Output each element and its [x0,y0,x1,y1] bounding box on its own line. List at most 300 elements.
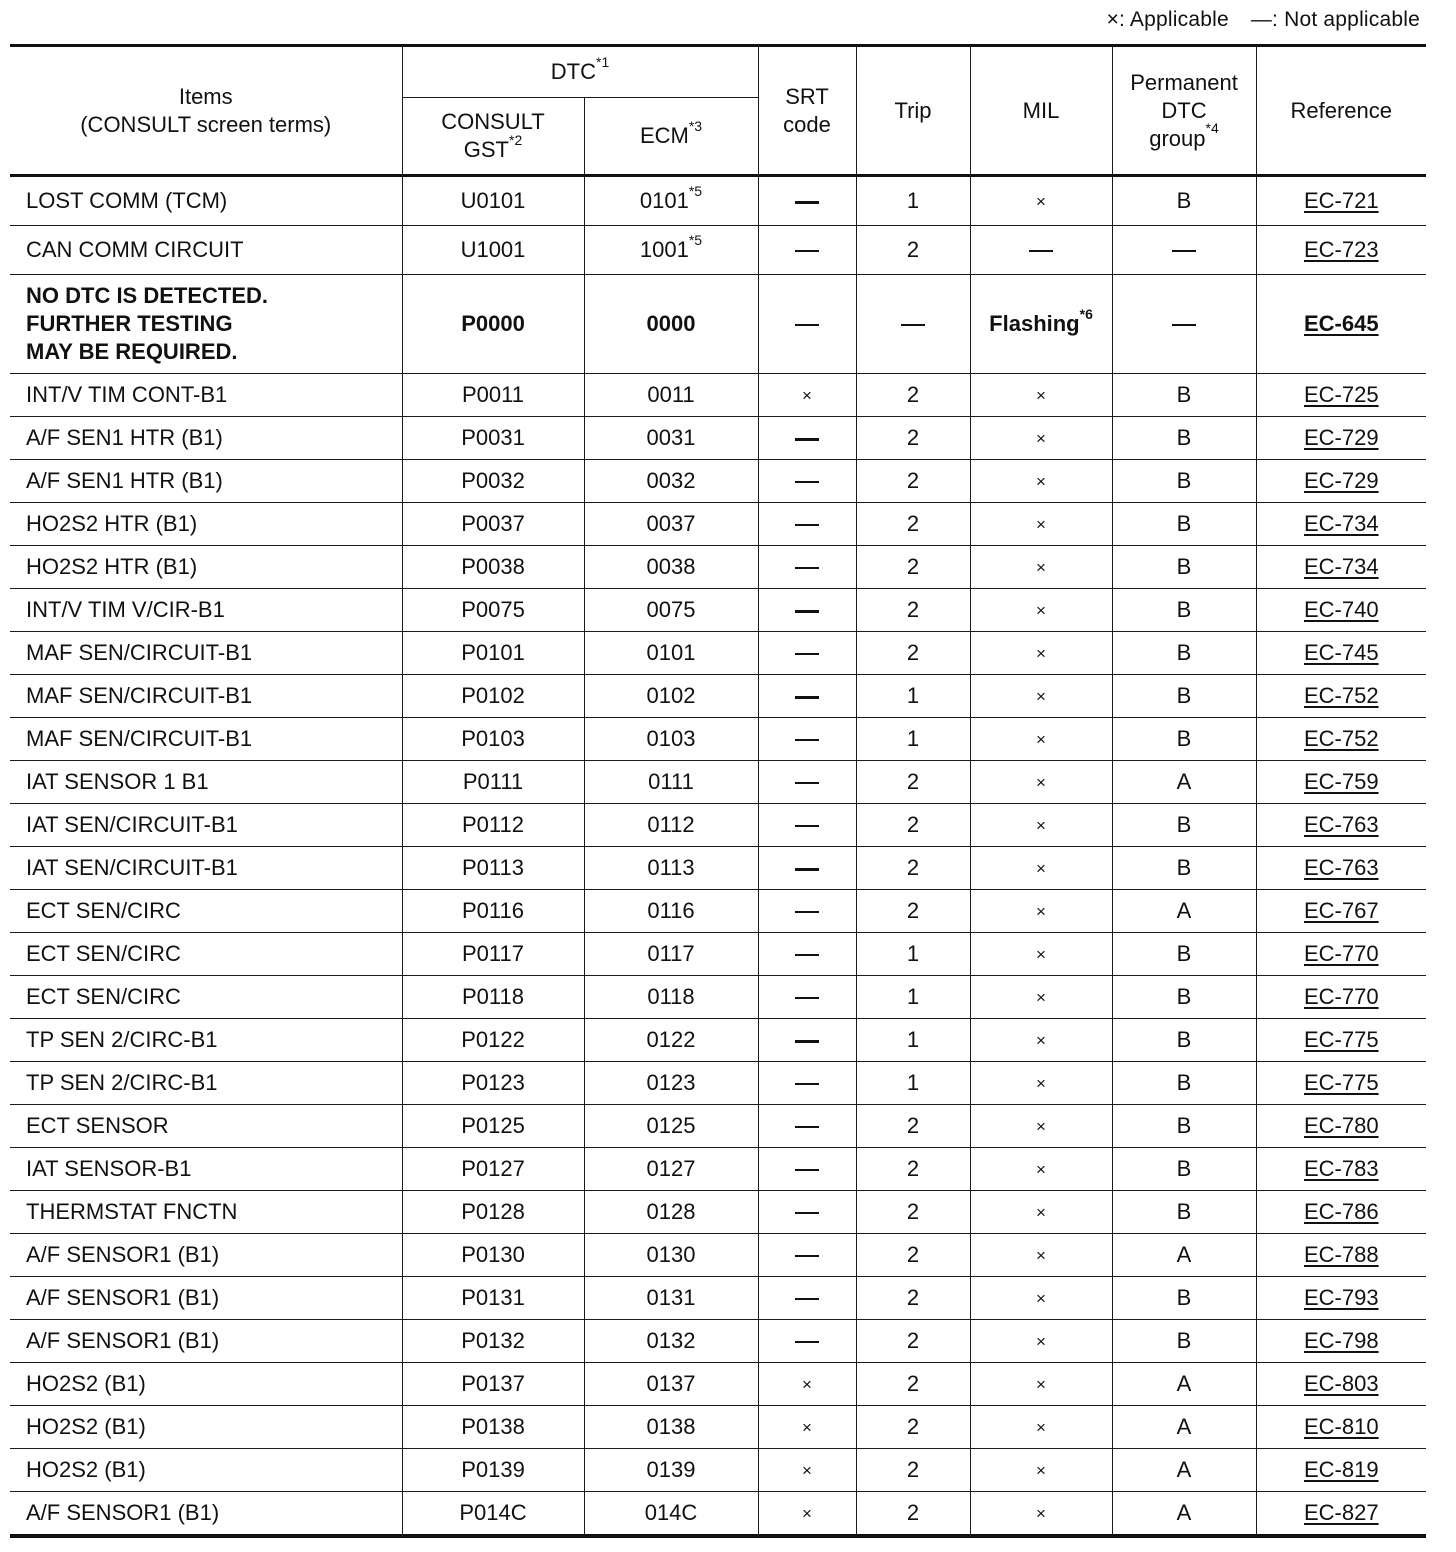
perm-value: B [1176,1285,1192,1310]
header-dtc: DTC$^{*1}$ [402,46,758,98]
item-text-line: MAF SEN/CIRCUIT-B1 [26,726,253,751]
cell-trip [856,374,970,417]
cell-consult [402,761,584,804]
table-row [10,374,1426,417]
cell-item [10,1234,402,1277]
table-row [10,890,1426,933]
cross-symbol: × [802,1375,812,1394]
reference-link[interactable]: EC-775 [1303,1027,1379,1052]
cell-perm [1112,374,1256,417]
item-text-line: ECT SEN/CIRC [26,898,181,923]
cell-reference[interactable] [1256,1191,1426,1234]
reference-link[interactable]: EC-767 [1303,898,1379,923]
consult-value: P0032 [461,468,525,493]
ecm-value: 0131 [646,1285,696,1310]
cell-srt [758,976,856,1019]
cross-symbol: × [1036,472,1046,491]
consult-value: P0000 [461,311,525,336]
reference-link[interactable]: EC-725 [1303,382,1379,407]
dash-symbol [795,567,819,569]
cell-ecm [584,890,758,933]
cell-perm [1112,1363,1256,1406]
cross-symbol: × [1036,601,1046,620]
cell-item [10,546,402,589]
reference-link[interactable]: EC-763 [1303,855,1379,880]
reference-link[interactable]: EC-721 [1303,188,1379,213]
reference-link[interactable]: EC-723 [1303,237,1379,262]
cell-ecm [584,632,758,675]
table-row [10,275,1426,374]
item-text-line: A/F SENSOR1 (B1) [26,1328,220,1353]
cell-perm [1112,1019,1256,1062]
cell-mil [970,976,1112,1019]
cell-consult [402,890,584,933]
cell-mil [970,675,1112,718]
cross-symbol: × [1036,1203,1046,1222]
dash-symbol [795,1126,819,1128]
cell-mil [970,226,1112,275]
item-text-line: HO2S2 HTR (B1) [26,511,198,536]
reference-link[interactable]: EC-752 [1303,726,1379,751]
perm-value: B [1176,726,1192,751]
cell-ecm [584,1406,758,1449]
cell-trip [856,1492,970,1537]
header-reference: Reference [1256,46,1426,176]
table-row [10,1449,1426,1492]
table-row [10,1105,1426,1148]
cell-trip [856,1320,970,1363]
item-text-line: A/F SENSOR1 (B1) [26,1285,220,1310]
cell-consult [402,1105,584,1148]
trip-value: 2 [906,1199,920,1224]
cell-item [10,976,402,1019]
item-text-line: ECT SENSOR [26,1113,169,1138]
ecm-value: 0113 [647,855,695,880]
cell-reference[interactable] [1256,890,1426,933]
consult-value: P0111 [462,769,524,794]
cell-reference[interactable] [1256,417,1426,460]
cell-consult [402,1320,584,1363]
reference-link[interactable]: EC-803 [1303,1371,1379,1396]
reference-link[interactable]: EC-645 [1303,311,1379,336]
trip-value: 2 [906,597,920,622]
cell-ecm [584,226,758,275]
trip-value: 2 [906,511,920,536]
dash-symbol [795,653,819,655]
cell-trip [856,976,970,1019]
table-row [10,460,1426,503]
ecm-value: 0111 [648,769,694,794]
cell-reference[interactable] [1256,1148,1426,1191]
reference-link[interactable]: EC-827 [1303,1500,1379,1525]
item-text-line: NO DTC IS DETECTED. [26,283,269,308]
cross-symbol: × [802,1418,812,1437]
trip-value: 1 [906,984,920,1009]
cross-symbol: × [1036,1289,1046,1308]
dash-symbol [795,481,819,483]
cell-srt [758,761,856,804]
cell-ecm [584,460,758,503]
cell-reference[interactable] [1256,374,1426,417]
cross-symbol: × [1036,1074,1046,1093]
cell-perm [1112,546,1256,589]
ecm-value: 0117 [647,941,695,966]
ecm-value: 0125 [646,1113,696,1138]
cross-symbol: × [1036,816,1046,835]
reference-link[interactable]: EC-798 [1303,1328,1379,1353]
cell-perm [1112,1277,1256,1320]
reference-link[interactable]: EC-740 [1303,597,1379,622]
header-srt-code: SRT code [758,46,856,176]
trip-value: 2 [906,1371,920,1396]
cell-item [10,1320,402,1363]
cell-trip [856,933,970,976]
footnote-marker: *6 [1079,305,1093,322]
cross-symbol: × [1036,945,1046,964]
cell-item [10,632,402,675]
cell-mil [970,1019,1112,1062]
cell-item [10,761,402,804]
cell-ecm [584,1363,758,1406]
ecm-value: 0101 [639,188,689,213]
dash-symbol [1172,250,1196,252]
cell-mil [970,1148,1112,1191]
cross-symbol: × [802,386,812,405]
table-row [10,1277,1426,1320]
cell-ecm [584,976,758,1019]
dash-symbol [795,201,819,204]
cell-reference[interactable] [1256,1234,1426,1277]
dash-symbol [795,610,819,613]
reference-link[interactable]: EC-775 [1303,1070,1379,1095]
dash-symbol [795,954,819,956]
cell-mil [970,1234,1112,1277]
reference-link[interactable]: EC-810 [1303,1414,1379,1439]
cell-reference[interactable] [1256,976,1426,1019]
cell-consult [402,503,584,546]
table-row [10,226,1426,275]
reference-link[interactable]: EC-745 [1303,640,1379,665]
cell-item [10,1062,402,1105]
cell-ecm [584,1234,758,1277]
table-row [10,718,1426,761]
ecm-value: 014C [644,1500,698,1525]
cell-item [10,1492,402,1537]
cell-ecm [584,176,758,226]
cell-consult [402,460,584,503]
cell-consult [402,804,584,847]
item-text-line: FURTHER TESTING [26,311,233,336]
cell-reference[interactable] [1256,718,1426,761]
cell-item [10,460,402,503]
mil-value: Flashing [989,311,1080,336]
legend-not-applicable: —: Not applicable [1250,8,1420,31]
cell-item [10,589,402,632]
dash-symbol [795,997,819,999]
cell-srt [758,1105,856,1148]
dash-symbol [795,1083,819,1085]
cell-reference[interactable] [1256,804,1426,847]
dtc-table [10,44,1426,1538]
cell-ecm [584,1148,758,1191]
item-text-line: A/F SEN1 HTR (B1) [26,425,223,450]
cell-item [10,1406,402,1449]
consult-value: P0128 [461,1199,525,1224]
header-trip: Trip [856,46,970,176]
cell-ecm [584,1277,758,1320]
cell-reference[interactable] [1256,226,1426,275]
legend [1107,8,1420,32]
consult-value: P0011 [462,382,524,407]
item-text-line: IAT SEN/CIRCUIT-B1 [26,855,238,880]
ecm-value: 0127 [646,1156,696,1181]
cell-mil [970,847,1112,890]
table-row [10,675,1426,718]
cell-srt [758,933,856,976]
cell-reference[interactable] [1256,632,1426,675]
cell-consult [402,275,584,374]
cell-trip [856,275,970,374]
table-row [10,417,1426,460]
item-text-line: IAT SENSOR 1 B1 [26,769,209,794]
dash-symbol [795,1040,819,1043]
cell-item [10,933,402,976]
cell-reference[interactable] [1256,546,1426,589]
cell-reference[interactable] [1256,1492,1426,1537]
cell-consult [402,1406,584,1449]
cell-consult [402,718,584,761]
reference-link[interactable]: EC-819 [1303,1457,1379,1482]
item-text-line: MAF SEN/CIRCUIT-B1 [26,683,253,708]
consult-value: P0103 [461,726,525,751]
perm-value: B [1176,382,1192,407]
cell-srt [758,1320,856,1363]
cell-reference[interactable] [1256,1406,1426,1449]
item-text-line: MAY BE REQUIRED. [26,339,238,364]
cell-reference[interactable] [1256,176,1426,226]
item-text-line: HO2S2 (B1) [26,1371,146,1396]
trip-value: 2 [906,640,920,665]
cell-perm [1112,275,1256,374]
trip-value: 1 [906,1070,920,1095]
table-row [10,176,1426,226]
item-text-line: A/F SENSOR1 (B1) [26,1500,220,1525]
cell-perm [1112,675,1256,718]
cell-reference[interactable] [1256,847,1426,890]
ecm-value: 0038 [646,554,696,579]
table-row [10,632,1426,675]
table-row [10,1363,1426,1406]
reference-link[interactable]: EC-752 [1303,683,1379,708]
legend-applicable: ×: Applicable [1106,8,1229,31]
consult-value: P0117 [462,941,524,966]
consult-value: P0118 [462,984,524,1009]
ecm-value: 0101 [646,640,696,665]
item-text-line: A/F SENSOR1 (B1) [26,1242,220,1267]
cell-srt [758,589,856,632]
reference-link[interactable]: EC-788 [1303,1242,1379,1267]
cell-consult [402,1019,584,1062]
cell-trip [856,890,970,933]
cell-reference[interactable] [1256,589,1426,632]
cell-reference[interactable] [1256,933,1426,976]
cell-perm [1112,1492,1256,1537]
ecm-value: 0132 [646,1328,696,1353]
table-row [10,589,1426,632]
cell-reference[interactable] [1256,1449,1426,1492]
cross-symbol: × [1036,1246,1046,1265]
cell-item [10,1191,402,1234]
cell-srt [758,1234,856,1277]
table-row [10,804,1426,847]
cell-item [10,1449,402,1492]
cross-symbol: × [1036,1031,1046,1050]
reference-link[interactable]: EC-734 [1303,554,1379,579]
cell-item [10,1148,402,1191]
cell-trip [856,718,970,761]
cell-reference[interactable] [1256,1277,1426,1320]
cell-reference[interactable] [1256,1019,1426,1062]
cell-item [10,275,402,374]
cell-reference[interactable] [1256,675,1426,718]
dash-symbol [795,324,819,326]
reference-link[interactable]: EC-793 [1303,1285,1379,1310]
ecm-value: 0075 [646,597,696,622]
trip-value: 2 [906,1285,920,1310]
cell-item [10,374,402,417]
cell-reference[interactable] [1256,1105,1426,1148]
reference-link[interactable]: EC-770 [1303,984,1379,1009]
cell-srt [758,1492,856,1537]
header-ecm: ECM$^{*3}$ [584,98,758,176]
consult-value: P0116 [462,898,524,923]
perm-value: B [1176,941,1192,966]
cell-ecm [584,804,758,847]
item-text-line: THERMSTAT FNCTN [26,1199,238,1224]
cell-trip [856,632,970,675]
cross-symbol: × [1036,859,1046,878]
cell-reference[interactable] [1256,1062,1426,1105]
reference-link[interactable]: EC-770 [1303,941,1379,966]
table-header [10,46,1426,176]
cell-consult [402,933,584,976]
cell-perm [1112,718,1256,761]
trip-value: 2 [906,554,920,579]
item-text-line: HO2S2 (B1) [26,1457,146,1482]
cell-perm [1112,1406,1256,1449]
table-row [10,1234,1426,1277]
reference-link[interactable]: EC-729 [1303,425,1379,450]
header-consult-gst: CONSULT GST$^{*2}$ [402,98,584,176]
reference-link[interactable]: EC-783 [1303,1156,1379,1181]
cell-reference[interactable] [1256,761,1426,804]
consult-value: P0031 [461,425,525,450]
reference-link[interactable]: EC-759 [1303,769,1379,794]
consult-value: P0131 [461,1285,525,1310]
ecm-value: 0116 [647,898,695,923]
cell-item [10,847,402,890]
perm-value: B [1176,597,1192,622]
reference-link[interactable]: EC-763 [1303,812,1379,837]
cross-symbol: × [1036,730,1046,749]
reference-link[interactable]: EC-786 [1303,1199,1379,1224]
cell-mil [970,1406,1112,1449]
perm-value: B [1176,984,1192,1009]
item-text-line: IAT SENSOR-B1 [26,1156,192,1181]
cell-trip [856,761,970,804]
cell-perm [1112,1320,1256,1363]
consult-value: P0075 [461,597,525,622]
cell-consult [402,1363,584,1406]
cell-srt [758,460,856,503]
cell-perm [1112,1234,1256,1277]
perm-value: A [1176,1500,1192,1525]
cell-mil [970,176,1112,226]
cell-item [10,226,402,275]
cell-mil [970,1062,1112,1105]
cell-ecm [584,546,758,589]
dash-symbol [901,324,925,326]
cell-perm [1112,890,1256,933]
cell-srt [758,847,856,890]
trip-value: 2 [906,1156,920,1181]
table-row [10,976,1426,1019]
cell-srt [758,374,856,417]
cell-trip [856,546,970,589]
cell-item [10,675,402,718]
cell-ecm [584,1191,758,1234]
cell-srt [758,546,856,589]
dash-symbol [795,911,819,913]
cell-srt [758,1191,856,1234]
dash-symbol [1172,324,1196,326]
cell-ecm [584,589,758,632]
cell-srt [758,632,856,675]
reference-link[interactable]: EC-729 [1303,468,1379,493]
cell-trip [856,1234,970,1277]
cell-item [10,1019,402,1062]
perm-value: B [1176,554,1192,579]
cross-symbol: × [1036,1418,1046,1437]
cell-ecm [584,761,758,804]
item-text-line: TP SEN 2/CIRC-B1 [26,1070,218,1095]
cell-reference[interactable] [1256,275,1426,374]
perm-value: B [1176,1113,1192,1138]
cell-trip [856,1406,970,1449]
reference-link[interactable]: EC-734 [1303,511,1379,536]
cell-ecm [584,1320,758,1363]
item-text-line: ECT SEN/CIRC [26,984,181,1009]
perm-value: A [1176,769,1192,794]
trip-value: 1 [906,683,920,708]
cell-consult [402,1234,584,1277]
cell-srt [758,275,856,374]
cell-perm [1112,1191,1256,1234]
cell-reference[interactable] [1256,503,1426,546]
cell-reference[interactable] [1256,1320,1426,1363]
dash-symbol [1029,250,1053,252]
ecm-value: 0137 [646,1371,696,1396]
cell-reference[interactable] [1256,460,1426,503]
cell-mil [970,417,1112,460]
cell-reference[interactable] [1256,1363,1426,1406]
reference-link[interactable]: EC-780 [1303,1113,1379,1138]
cell-mil [970,1449,1112,1492]
ecm-value: 0032 [646,468,696,493]
cell-trip [856,1019,970,1062]
cell-mil [970,460,1112,503]
perm-value: A [1176,1242,1192,1267]
